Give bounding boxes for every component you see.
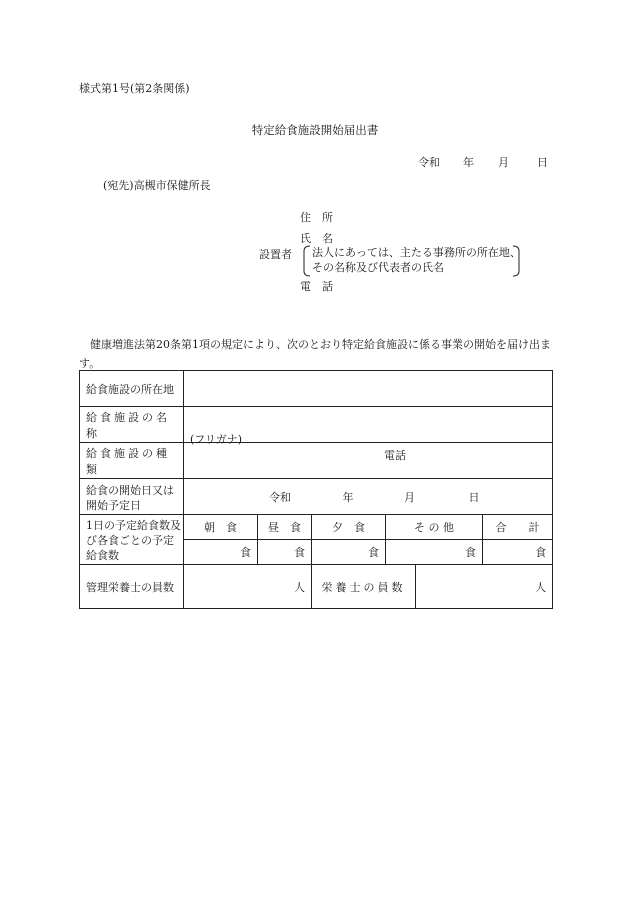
meal-count-other[interactable]: [386, 540, 483, 565]
corporation-note: 法人にあっては、主たる事務所の所在地、その名称及び代表者の氏名: [312, 246, 521, 274]
right-bracket-icon: [512, 245, 520, 277]
facility-name-label: 給食施設の名称: [80, 407, 184, 443]
dietitian-count-label: 管理栄養士の員数: [80, 565, 184, 609]
person-unit: 人: [294, 580, 305, 594]
applicant-phone-label: 電 話: [300, 280, 333, 293]
facility-phone-label: 電話: [384, 448, 406, 462]
meal-header-lunch: 昼 食: [258, 515, 312, 540]
meal-unit: 食: [294, 546, 305, 559]
meal-header-breakfast: 朝 食: [184, 515, 258, 540]
meal-header-total: 合 計: [483, 515, 553, 540]
meal-count-lunch[interactable]: [258, 540, 312, 565]
date-month: 月: [498, 156, 509, 169]
nutritionist-count-field[interactable]: [416, 565, 553, 609]
dietitian-count-field[interactable]: [184, 565, 312, 609]
person-unit: 人: [535, 580, 547, 594]
document-title: 特定給食施設開始届出書: [251, 123, 379, 137]
date-day: 日: [537, 156, 548, 169]
applicant-address-label: 住 所: [300, 211, 333, 224]
facility-type-field[interactable]: [184, 443, 553, 479]
meal-header-other: そ の 他: [386, 515, 483, 540]
start-date-era: 令和: [269, 490, 291, 504]
left-bracket-icon: [303, 245, 311, 277]
facility-name-field[interactable]: [184, 407, 553, 462]
start-date-label: 給食の開始日又は開始予定日: [80, 479, 184, 515]
start-date-year: 年: [342, 490, 354, 504]
meal-header-dinner: 夕 食: [312, 515, 386, 540]
meal-unit: 食: [240, 546, 251, 559]
location-label: 給食施設の所在地: [80, 371, 184, 407]
facility-type-label: 給食施設の種類: [80, 443, 184, 479]
meal-count-total[interactable]: [483, 540, 553, 565]
applicant-name-label: 氏 名: [300, 232, 333, 245]
start-date-day: 日: [468, 490, 480, 504]
establisher-label: 設置者: [259, 248, 292, 261]
meal-count-breakfast[interactable]: [184, 540, 258, 565]
nutritionist-count-label: 栄養士の員数: [312, 565, 416, 609]
addressee: (宛先)高槻市保健所長: [103, 179, 211, 192]
date-year: 年: [463, 156, 474, 169]
meal-count-dinner[interactable]: [312, 540, 386, 565]
location-field[interactable]: [184, 371, 553, 407]
date-era: 令和: [418, 156, 440, 169]
form-number: 様式第1号(第2条関係): [79, 82, 190, 95]
meal-unit: 食: [368, 546, 379, 559]
start-date-field[interactable]: [184, 479, 553, 515]
meals-label: 1日の予定給食数及び各食ごとの予定給食数: [80, 515, 184, 565]
meal-unit: 食: [535, 546, 547, 559]
body-text: 健康増進法第20条第1項の規定により、次のとおり特定給食施設に係る事業の開始を届け出ます。: [79, 338, 551, 370]
facility-table: [79, 370, 553, 609]
furigana-label: (フリガナ): [190, 432, 243, 446]
meal-unit: 食: [465, 546, 476, 559]
start-date-month: 月: [404, 490, 415, 504]
